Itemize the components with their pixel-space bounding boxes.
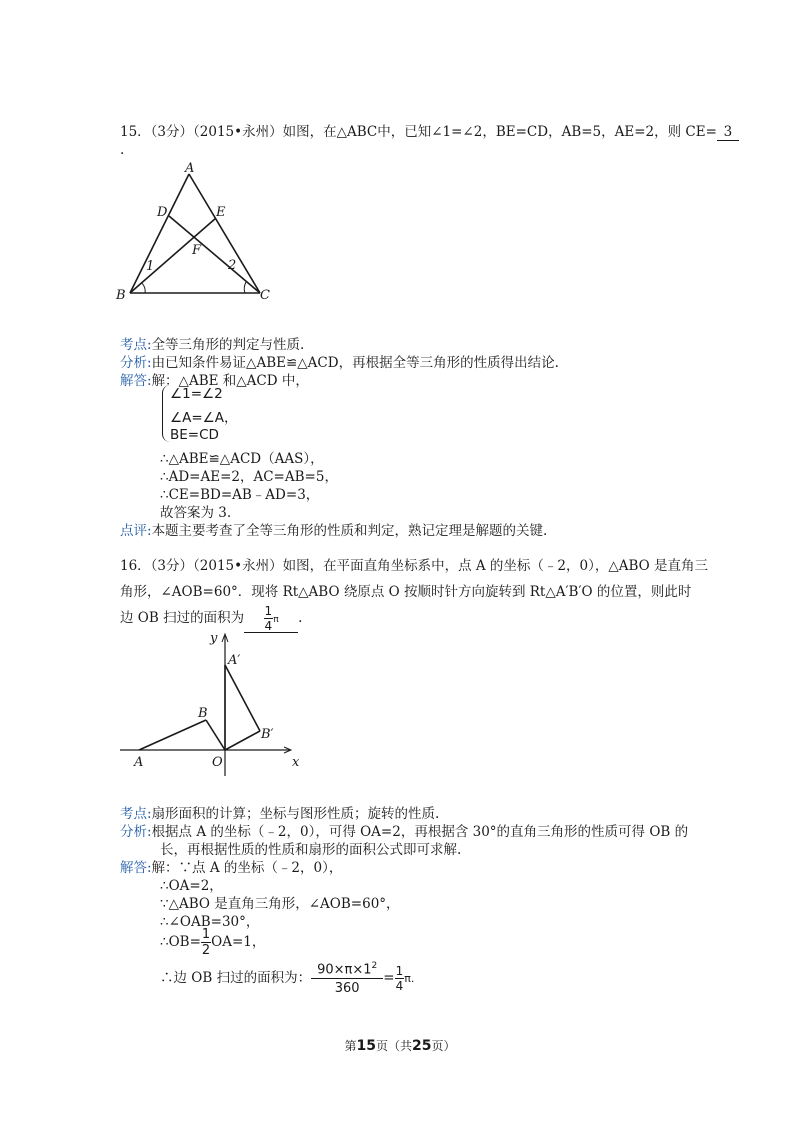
q15-system-line-3: BE=CD <box>170 427 219 443</box>
q15-label-b: B <box>116 288 126 303</box>
q16-stem-line-2: 角形，∠AOB=60°．现将 Rt△ABO 绕原点 O 按顺时针方向旋转到 Rt△A′B′O 的位置，则此时 <box>120 584 692 600</box>
q15-solution-line: ∴AD=AE=2，AC=AB=5， <box>160 469 338 485</box>
q15-system-line-2: ∠A=∠A， <box>170 410 238 426</box>
q15-label-f: F <box>192 243 202 258</box>
q15-solution-line: 故答案为 3. <box>160 505 232 521</box>
q16-jieda: 解答:解：∵点 A 的坐标（﹣2，0）， <box>120 860 343 876</box>
label-a: A <box>134 755 144 770</box>
q15-segment-be <box>130 218 216 293</box>
segment-b-prime-o <box>225 731 260 750</box>
q16-solution-line: ∴OA=2， <box>160 878 223 894</box>
q15-label-angle-2: 2 <box>228 258 237 273</box>
q16-stem-line-1: 16．（3分）（2015•永州）如图，在平面直角坐标系中，点 A 的坐标（﹣2，0），△ABO 是直角三 <box>120 558 709 574</box>
label-o: O <box>212 755 223 770</box>
q16-answer: $\frac{1}{4}$ π <box>244 605 298 633</box>
q15-answer: 3 <box>717 124 739 141</box>
label-y: y <box>210 631 218 646</box>
q15-angle-2-arc <box>244 282 246 293</box>
q15-segment-cd <box>169 216 260 293</box>
q16-solution-line: ∴∠OAB=30°， <box>160 914 260 930</box>
q15-fenxi: 分析:由已知条件易证△ABE≌△ACD，再根据全等三角形的性质得出结论. <box>120 355 559 371</box>
q16-fenxi-cont: 长，再根据性质的性质和扇形的面积公式即可求解. <box>160 842 462 858</box>
page-number: 15 <box>356 1038 376 1054</box>
page-footer: 第15页（共25页） <box>344 1038 456 1054</box>
segment-ab <box>139 720 206 750</box>
q15-segment-ac <box>189 174 260 293</box>
q16-stem-line-3: 边 OB 扫过的面积为 $\frac{1}{4}$ π . <box>120 604 303 633</box>
q15-label-a: A <box>185 162 195 176</box>
q15-system-line-1: ∠1=∠2 <box>170 386 223 402</box>
q15-jieda: 解答:解：△ABE 和△ACD 中， <box>120 373 309 389</box>
q15-label-c: C <box>260 288 270 303</box>
q15-dianping: 点评:本题主要考查了全等三角形的性质和判定，熟记定理是解题的关键. <box>120 523 548 539</box>
q15-triangle-figure <box>112 162 282 307</box>
q15-solution-line: ∴CE=BD=AB﹣AD=3， <box>160 487 320 503</box>
q15-angle-1-arc <box>142 283 145 293</box>
q15-label-e: E <box>216 205 226 220</box>
q16-solution-line: ∵△ABO 是直角三角形，∠AOB=60°， <box>160 896 400 912</box>
segment-bo <box>206 720 225 750</box>
page-total: 25 <box>412 1038 432 1054</box>
q16-fenxi: 分析:根据点 A 的坐标（﹣2，0），可得 OA=2，再根据含 30°的直角三角形的性质可得 OB 的 <box>120 824 689 840</box>
q16-kaodian: 考点:扇形面积的计算；坐标与图形性质；旋转的性质. <box>120 806 440 822</box>
q15-kaodian: 考点:全等三角形的判定与性质. <box>120 337 305 353</box>
q16-coordinate-figure <box>118 628 308 778</box>
label-x: x <box>292 755 300 770</box>
label-a-prime: A′ <box>228 653 241 668</box>
segment-a-prime-b-prime <box>225 665 260 731</box>
q15-stem: 15．（3分）（2015•永州）如图，在△ABC中，已知∠1=∠2，BE=CD，AB=5，AE=2，则 CE= 3 <box>120 120 739 141</box>
q15-label-angle-1: 1 <box>146 259 155 274</box>
q15-segment-ab <box>130 174 189 293</box>
label-b: B <box>198 706 208 721</box>
label-b-prime: B′ <box>261 727 274 742</box>
q15-solution-line: ∴△ABE≌△ACD（AAS）， <box>160 451 324 467</box>
q16-solution-ob: ∴OB= $\frac{1}{2}$ OA=1， <box>160 927 266 958</box>
q15-label-d: D <box>157 205 168 220</box>
q16-solution-area: ∴边 OB 扫过的面积为： $\frac{90\times\pi\times 1^2}{360}$ = $\frac{1}{4}$ π. <box>160 961 415 997</box>
q15-dot: . <box>120 142 125 158</box>
